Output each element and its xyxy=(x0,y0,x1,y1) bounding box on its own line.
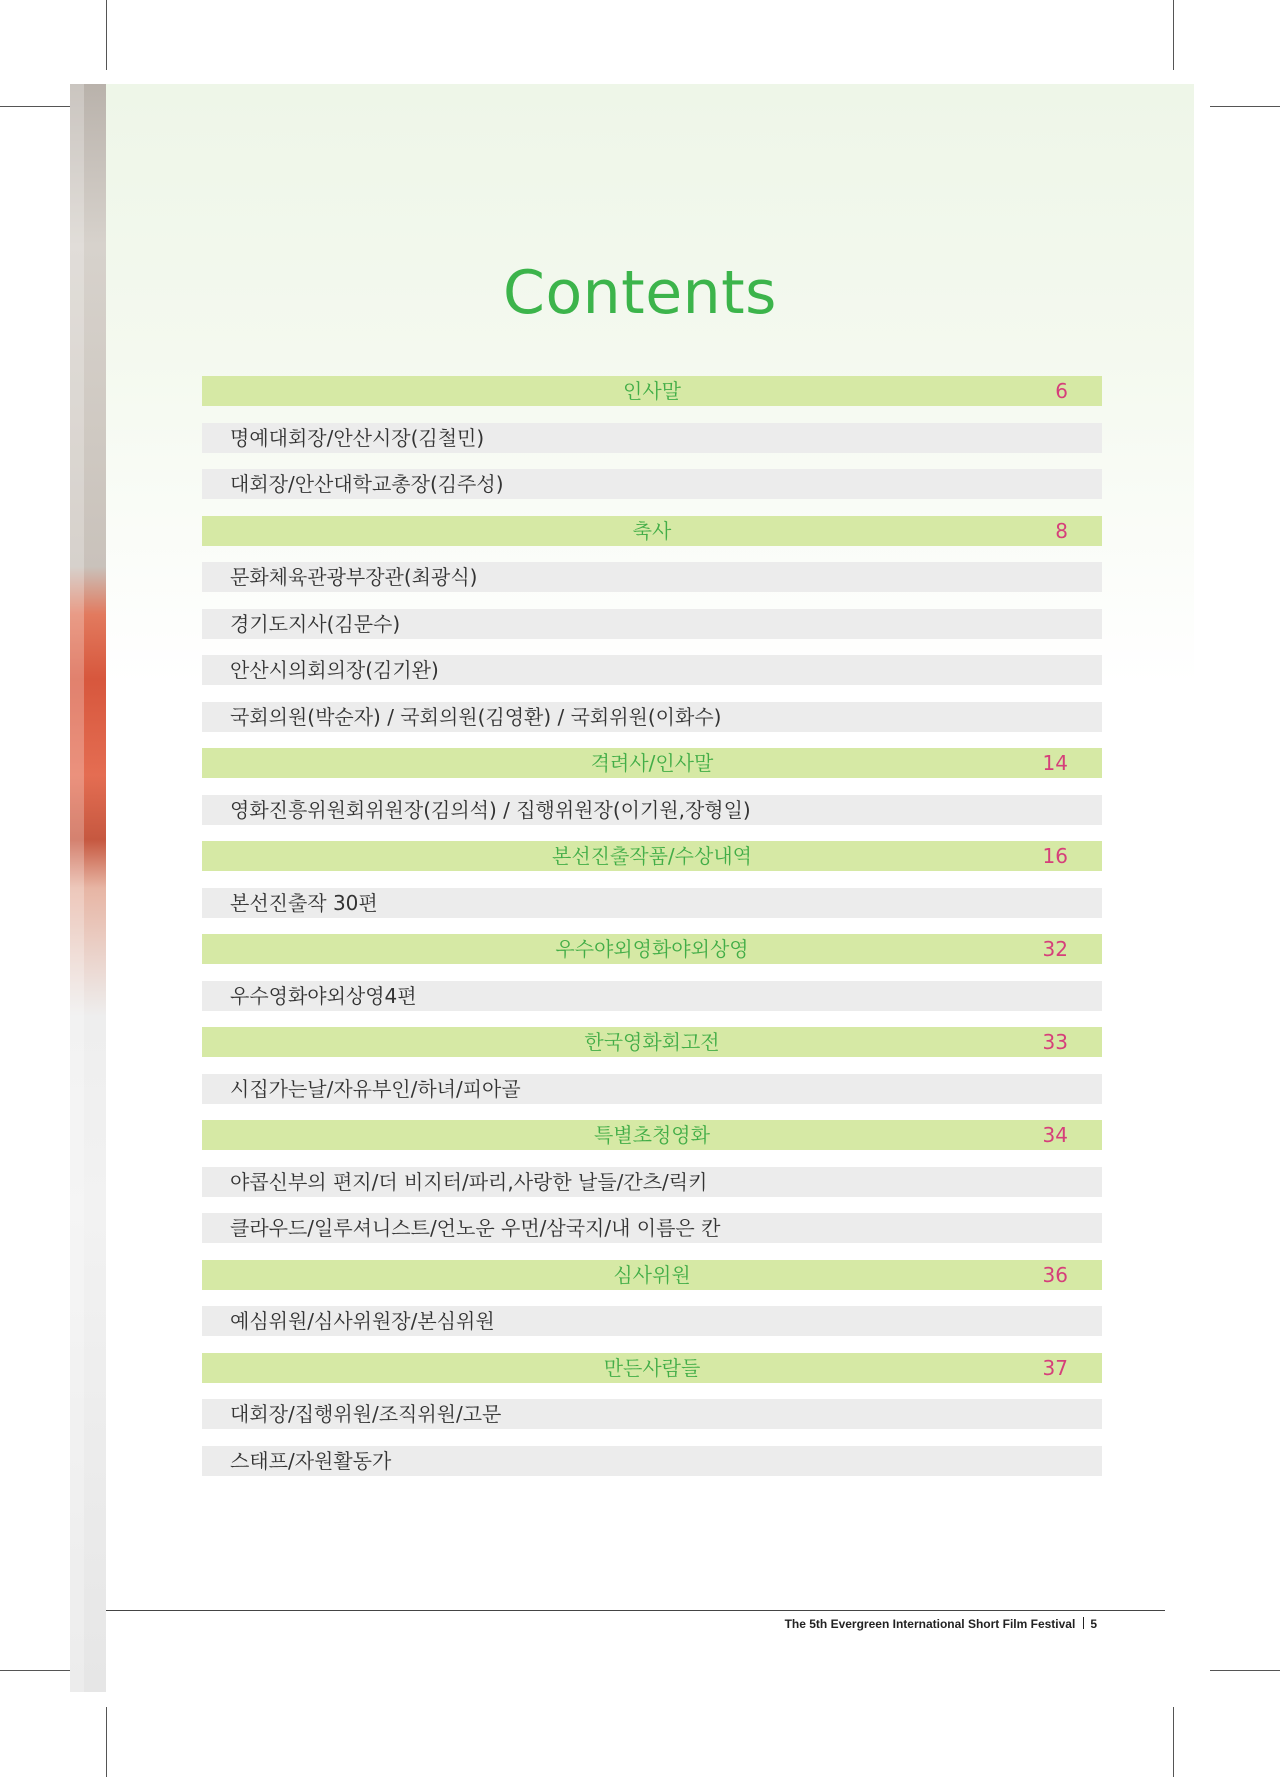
toc-entry-title: 시집가는날/자유부인/하녀/피아골 xyxy=(230,1076,521,1101)
footer-page-number: 5 xyxy=(1090,1617,1097,1631)
toc-section-row[interactable] xyxy=(202,1353,1102,1383)
toc-section-title: 축사 xyxy=(632,518,672,543)
toc-entry-row[interactable] xyxy=(202,562,1102,592)
toc-entry-row[interactable] xyxy=(202,1167,1102,1197)
toc-section-row[interactable] xyxy=(202,934,1102,964)
toc-section-row[interactable] xyxy=(202,748,1102,778)
toc-entry-row[interactable] xyxy=(202,1446,1102,1476)
toc-section-title: 우수야외영화야외상영 xyxy=(555,937,749,961)
footer-separator xyxy=(1083,1617,1084,1629)
toc-entry-title: 경기도지사(김문수) xyxy=(230,611,401,636)
toc-entry-title: 대회장/집행위원/조직위원/고문 xyxy=(230,1402,502,1426)
toc-entry-row[interactable] xyxy=(202,655,1102,685)
toc-page-number: 36 xyxy=(1042,1262,1068,1287)
toc-entry-row[interactable] xyxy=(202,1213,1102,1243)
toc-entry-title: 예심위원/심사위원장/본심위원 xyxy=(230,1309,495,1333)
crop-mark xyxy=(0,1670,70,1671)
footer-divider xyxy=(106,1610,1165,1611)
toc-section-title: 특별초청영화 xyxy=(594,1123,710,1147)
toc-section-title: 한국영화회고전 xyxy=(584,1030,720,1054)
toc-entry-title: 안산시의회의장(김기완) xyxy=(230,658,439,682)
toc-entry-title: 국회의원(박순자) / 국회의원(김영환) / 국회위원(이화수) xyxy=(230,704,722,729)
toc-section-title: 격려사/인사말 xyxy=(590,751,714,775)
toc-entry-title: 본선진출작 30편 xyxy=(230,890,378,915)
toc-entry-row[interactable] xyxy=(202,1399,1102,1429)
crop-mark xyxy=(1173,0,1174,70)
toc-page-number: 8 xyxy=(1055,518,1068,543)
footer xyxy=(785,1617,1097,1631)
toc-entry-row[interactable] xyxy=(202,469,1102,499)
toc-section-row[interactable] xyxy=(202,1027,1102,1057)
toc-page-number: 32 xyxy=(1042,937,1068,961)
footer-festival-name: The 5th Evergreen International Short Film Festival xyxy=(784,1617,1076,1631)
toc-entry-title: 클라우드/일루셔니스트/언노운 우먼/삼국지/내 이름은 칸 xyxy=(230,1216,721,1240)
crop-mark xyxy=(106,0,107,70)
toc-entry-title: 문화체육관광부장관(최광식) xyxy=(230,565,478,589)
toc-entry-title: 대회장/안산대학교총장(김주성) xyxy=(230,472,504,496)
toc-section-row[interactable] xyxy=(202,376,1102,406)
toc-page-number: 37 xyxy=(1042,1355,1068,1380)
toc-entry-title: 스태프/자원활동가 xyxy=(230,1448,392,1473)
toc-section-title: 본선진출작품/수상내역 xyxy=(552,844,752,868)
toc-page-number: 33 xyxy=(1042,1030,1068,1054)
crop-mark xyxy=(0,106,70,107)
crop-mark xyxy=(1210,106,1280,107)
toc-entry-title: 우수영화야외상영4편 xyxy=(230,983,417,1008)
toc-page-number: 14 xyxy=(1042,751,1068,775)
toc-section-title: 만든사람들 xyxy=(603,1355,701,1380)
toc-page-number: 6 xyxy=(1055,379,1068,403)
toc-entry-row[interactable] xyxy=(202,888,1102,918)
toc-entry-row[interactable] xyxy=(202,609,1102,639)
crop-mark xyxy=(106,1707,107,1777)
toc-section-title: 심사위원 xyxy=(613,1262,691,1287)
crop-mark xyxy=(1210,1670,1280,1671)
toc-page-number: 16 xyxy=(1042,844,1068,868)
toc-entry-row[interactable] xyxy=(202,981,1102,1011)
crop-mark xyxy=(1173,1707,1174,1777)
toc-entry-title: 영화진흥위원회위원장(김의석) / 집행위원장(이기원,장형일) xyxy=(230,797,751,822)
toc-page-number: 34 xyxy=(1042,1123,1068,1147)
toc-entry-row[interactable] xyxy=(202,795,1102,825)
toc-entry-title: 명예대회장/안산시장(김철민) xyxy=(230,425,485,450)
toc-entry-row[interactable] xyxy=(202,702,1102,732)
toc-entry-title: 야콥신부의 편지/더 비지터/파리,사랑한 날들/간츠/릭키 xyxy=(230,1169,708,1194)
toc-section-row[interactable] xyxy=(202,1260,1102,1290)
toc-section-title: 인사말 xyxy=(623,379,681,403)
toc-section-row[interactable] xyxy=(202,841,1102,871)
toc-entry-row[interactable] xyxy=(202,1074,1102,1104)
table-of-contents xyxy=(202,376,1102,1492)
toc-entry-row[interactable] xyxy=(202,1306,1102,1336)
toc-section-row[interactable] xyxy=(202,1120,1102,1150)
toc-section-row[interactable] xyxy=(202,516,1102,546)
page-title: Contents xyxy=(503,258,777,329)
toc-entry-row[interactable] xyxy=(202,423,1102,453)
